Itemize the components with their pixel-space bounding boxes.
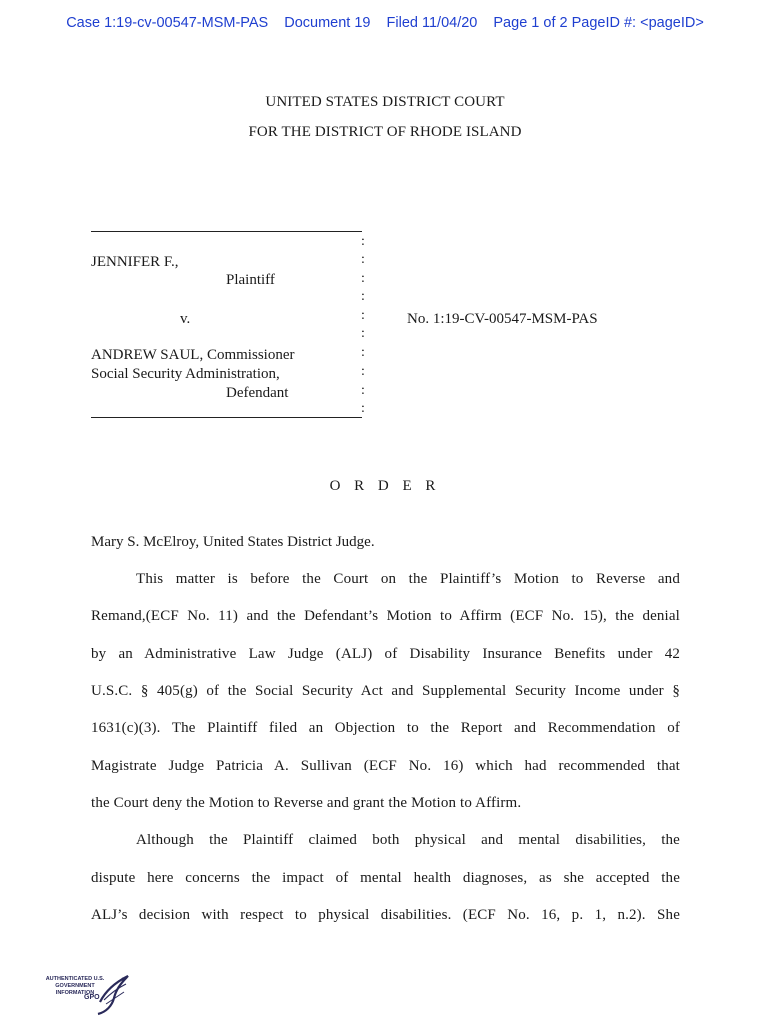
paragraph-line: 1631(c)(3). The Plaintiff filed an Objection to the Report and Recommendation of: [91, 720, 680, 736]
caption-colon: :: [361, 252, 365, 267]
gpo-mark: GPO: [84, 994, 100, 1001]
paragraph-line: dispute here concerns the impact of mental health diagnoses, as she accepted the: [91, 870, 680, 886]
caption-top-rule: [91, 231, 362, 232]
paragraph-line: This matter is before the Court on the Plaintiff’s Motion to Reverse and: [136, 571, 680, 587]
caption-colon: :: [361, 401, 365, 416]
paragraph-line: Although the Plaintiff claimed both physical and mental disabilities, the: [136, 832, 680, 848]
caption-colon: :: [361, 308, 365, 323]
filed-date-header: Filed 11/04/20: [386, 15, 478, 31]
document-number-header: Document 19: [284, 15, 371, 31]
gpo-logo-text: AUTHENTICATED U.S. GOVERNMENT INFORMATION: [45, 976, 105, 996]
paragraph-line: U.S.C. § 405(g) of the Social Security Act and Supplemental Security Income under §: [91, 683, 680, 699]
paragraph-line: the Court deny the Motion to Reverse and grant the Motion to Affirm.: [91, 795, 522, 811]
judge-line: Mary S. McElroy, United States District Judge.: [91, 534, 375, 550]
caption-colon: :: [361, 234, 365, 249]
defendant-name: ANDREW SAUL, Commissioner: [91, 347, 295, 363]
plaintiff-role: Plaintiff: [226, 272, 275, 288]
filing-header: [0, 15, 770, 31]
defendant-agency: Social Security Administration,: [91, 366, 280, 382]
defendant-role: Defendant: [226, 385, 289, 401]
gpo-authentication-logo: [44, 972, 130, 1018]
page-info-header: Page 1 of 2 PageID #: <pageID>: [493, 15, 704, 31]
order-title: O R D E R: [329, 478, 441, 494]
caption-colon: :: [361, 271, 365, 286]
court-name-line2: FOR THE DISTRICT OF RHODE ISLAND: [248, 124, 522, 140]
versus-label: v.: [180, 311, 191, 327]
caption-colon: :: [361, 345, 365, 360]
caption-colon: :: [361, 289, 365, 304]
paragraph-line: ALJ’s decision with respect to physical disabilities. (ECF No. 16, p. 1, n.2). She: [91, 907, 680, 923]
caption-bottom-rule: [91, 417, 362, 418]
eagle-icon: [96, 972, 130, 1018]
paragraph-line: Remand,(ECF No. 11) and the Defendant’s Motion to Affirm (ECF No. 15), the denial: [91, 608, 680, 624]
caption-colon: :: [361, 364, 365, 379]
case-number: No. 1:19-CV-00547-MSM-PAS: [407, 311, 598, 327]
court-name-line1: UNITED STATES DISTRICT COURT: [265, 94, 505, 110]
plaintiff-name: JENNIFER F.,: [91, 254, 179, 270]
paragraph-line: Magistrate Judge Patricia A. Sullivan (ECF No. 16) which had recommended that: [91, 758, 680, 774]
caption-colon: :: [361, 326, 365, 341]
caption-colon: :: [361, 383, 365, 398]
case-number-header: Case 1:19-cv-00547-MSM-PAS: [66, 15, 269, 31]
paragraph-line: by an Administrative Law Judge (ALJ) of Disability Insurance Benefits under 42: [91, 646, 680, 662]
